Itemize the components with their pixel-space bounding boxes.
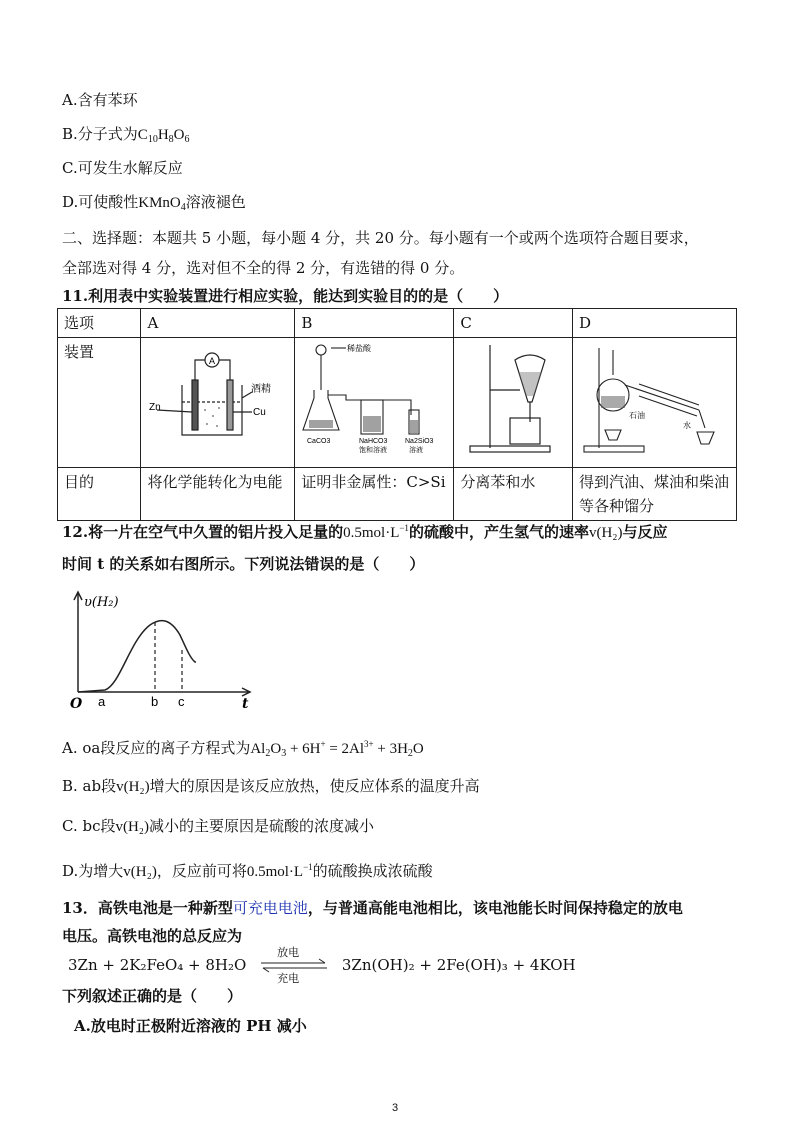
water-label: 水 bbox=[683, 421, 691, 430]
battery-equation: 3Zn + 2K₂FeO₄ + 8H₂O 放电 充电 3Zn(OH)₂ + 2Fe(OH)₃ + 4KOH bbox=[68, 946, 576, 985]
graph-tick-a: a bbox=[98, 694, 106, 709]
table-row-device bbox=[58, 338, 737, 468]
page-number: 3 bbox=[392, 1102, 399, 1114]
q10-option-c: C.可发生水解反应 bbox=[62, 159, 183, 177]
section2-line1: 二、选择题：本题共 5 小题，每小题 4 分，共 20 分。每小题有一个或两个选项符合题目要求， bbox=[62, 229, 699, 247]
saturated-solution-label: 饱和溶液 bbox=[359, 447, 388, 454]
q13-stem-line3: 下列叙述正确的是（ ） bbox=[62, 987, 243, 1005]
q12-stem-line1: 12.将一片在空气中久置的铝片投入足量的$0.5mol\cdot L^{-1}$的硫酸中，产生氢气的速率v(H₂)与反应 bbox=[62, 523, 668, 541]
header-cell: A bbox=[141, 309, 295, 338]
header-cell: 选项 bbox=[58, 309, 141, 338]
purpose-d: 得到汽油、煤油和柴油等各种馏分 bbox=[573, 468, 737, 521]
device-c-cell bbox=[454, 338, 573, 468]
purpose-a: 将化学能转化为电能 bbox=[141, 468, 295, 521]
q10-option-d: D.可使酸性KMnO$_4$溶液褪色 bbox=[62, 193, 246, 213]
q12-stem-line2: 时间 t 的关系如右图所示。下列说法错误的是（ ） bbox=[62, 555, 425, 573]
ammeter-label: A bbox=[209, 356, 216, 366]
graph-tick-b: b bbox=[151, 694, 159, 709]
table-row-purpose bbox=[58, 468, 737, 521]
q11-stem: 11.利用表中实验装置进行相应实验，能达到实验目的的是（ ） bbox=[62, 287, 509, 305]
hcl-label: 稀盐酸 bbox=[347, 344, 372, 353]
cu-label: Cu bbox=[253, 407, 267, 418]
q12-option-d: D.为增大v(H₂)，反应前可将$0.5mol\cdot L^{-1}$的硫酸换成浓硫酸 bbox=[62, 862, 433, 880]
graph-origin: O bbox=[70, 696, 83, 712]
galvanic-cell-diagram bbox=[147, 340, 277, 458]
distillation-apparatus-diagram bbox=[579, 340, 729, 458]
purpose-label: 目的 bbox=[58, 468, 141, 521]
device-label: 装置 bbox=[58, 338, 141, 468]
petroleum-label: 石油 bbox=[629, 411, 645, 420]
rate-time-graph bbox=[70, 590, 260, 715]
device-a-cell bbox=[141, 338, 295, 468]
section2-line2: 全部选对得 4 分，选对但不全的得 2 分，有选错的得 0 分。 bbox=[62, 259, 465, 277]
acid-strength-apparatus-diagram bbox=[301, 340, 441, 458]
q10-option-a: A.含有苯环 bbox=[62, 91, 138, 109]
separatory-funnel-diagram bbox=[460, 340, 560, 458]
q11-table bbox=[57, 308, 737, 521]
zn-label: Zn bbox=[149, 402, 162, 413]
graph-tick-c: c bbox=[178, 694, 185, 709]
caco3-label: CaCO3 bbox=[307, 438, 331, 445]
na2sio3-label: Na2SiO3 bbox=[405, 438, 434, 445]
q13-option-a: A.放电时正极附近溶液的 PH 减小 bbox=[74, 1017, 307, 1035]
rechargeable-battery-link[interactable]: 可充电电池 bbox=[232, 899, 308, 917]
header-cell: D bbox=[573, 309, 737, 338]
purpose-c: 分离苯和水 bbox=[454, 468, 573, 521]
q13-stem-line2: 电压。高铁电池的总反应为 bbox=[62, 927, 243, 945]
header-cell: C bbox=[454, 309, 573, 338]
reversible-arrow: 放电 充电 bbox=[259, 956, 329, 976]
graph-xlabel: t bbox=[242, 696, 249, 712]
q12-option-a: A. oa段反应的离子方程式为$Al_2O_3 + 6H^+ = 2Al^{3+} + 3H_2O$ bbox=[62, 739, 424, 759]
q12-option-c: C. bc段v(H₂)减小的主要原因是硫酸的浓度减小 bbox=[62, 817, 375, 835]
q10-option-b: B.分子式为$C_{10}H_8O_6$ bbox=[62, 125, 190, 145]
header-cell: B bbox=[295, 309, 454, 338]
alcohol-label: 酒精 bbox=[251, 384, 272, 395]
device-d-cell bbox=[573, 338, 737, 468]
q13-stem-line1: 13．高铁电池是一种新型可充电电池，与普通高能电池相比，该电池能长时间保持稳定的放电 bbox=[62, 899, 683, 917]
purpose-b: 证明非金属性：C>Si bbox=[295, 468, 454, 521]
nahco3-label: NaHCO3 bbox=[359, 438, 388, 445]
device-b-cell bbox=[295, 338, 454, 468]
solution-label: 溶液 bbox=[409, 447, 424, 454]
q12-option-b: B. ab段v(H₂)增大的原因是该反应放热，使反应体系的温度升高 bbox=[62, 777, 480, 795]
graph-ylabel: υ(H₂) bbox=[84, 595, 119, 610]
table-row-header bbox=[58, 309, 737, 338]
q10-b-formula: $C_{10}H_8O_6$ bbox=[137, 127, 190, 145]
